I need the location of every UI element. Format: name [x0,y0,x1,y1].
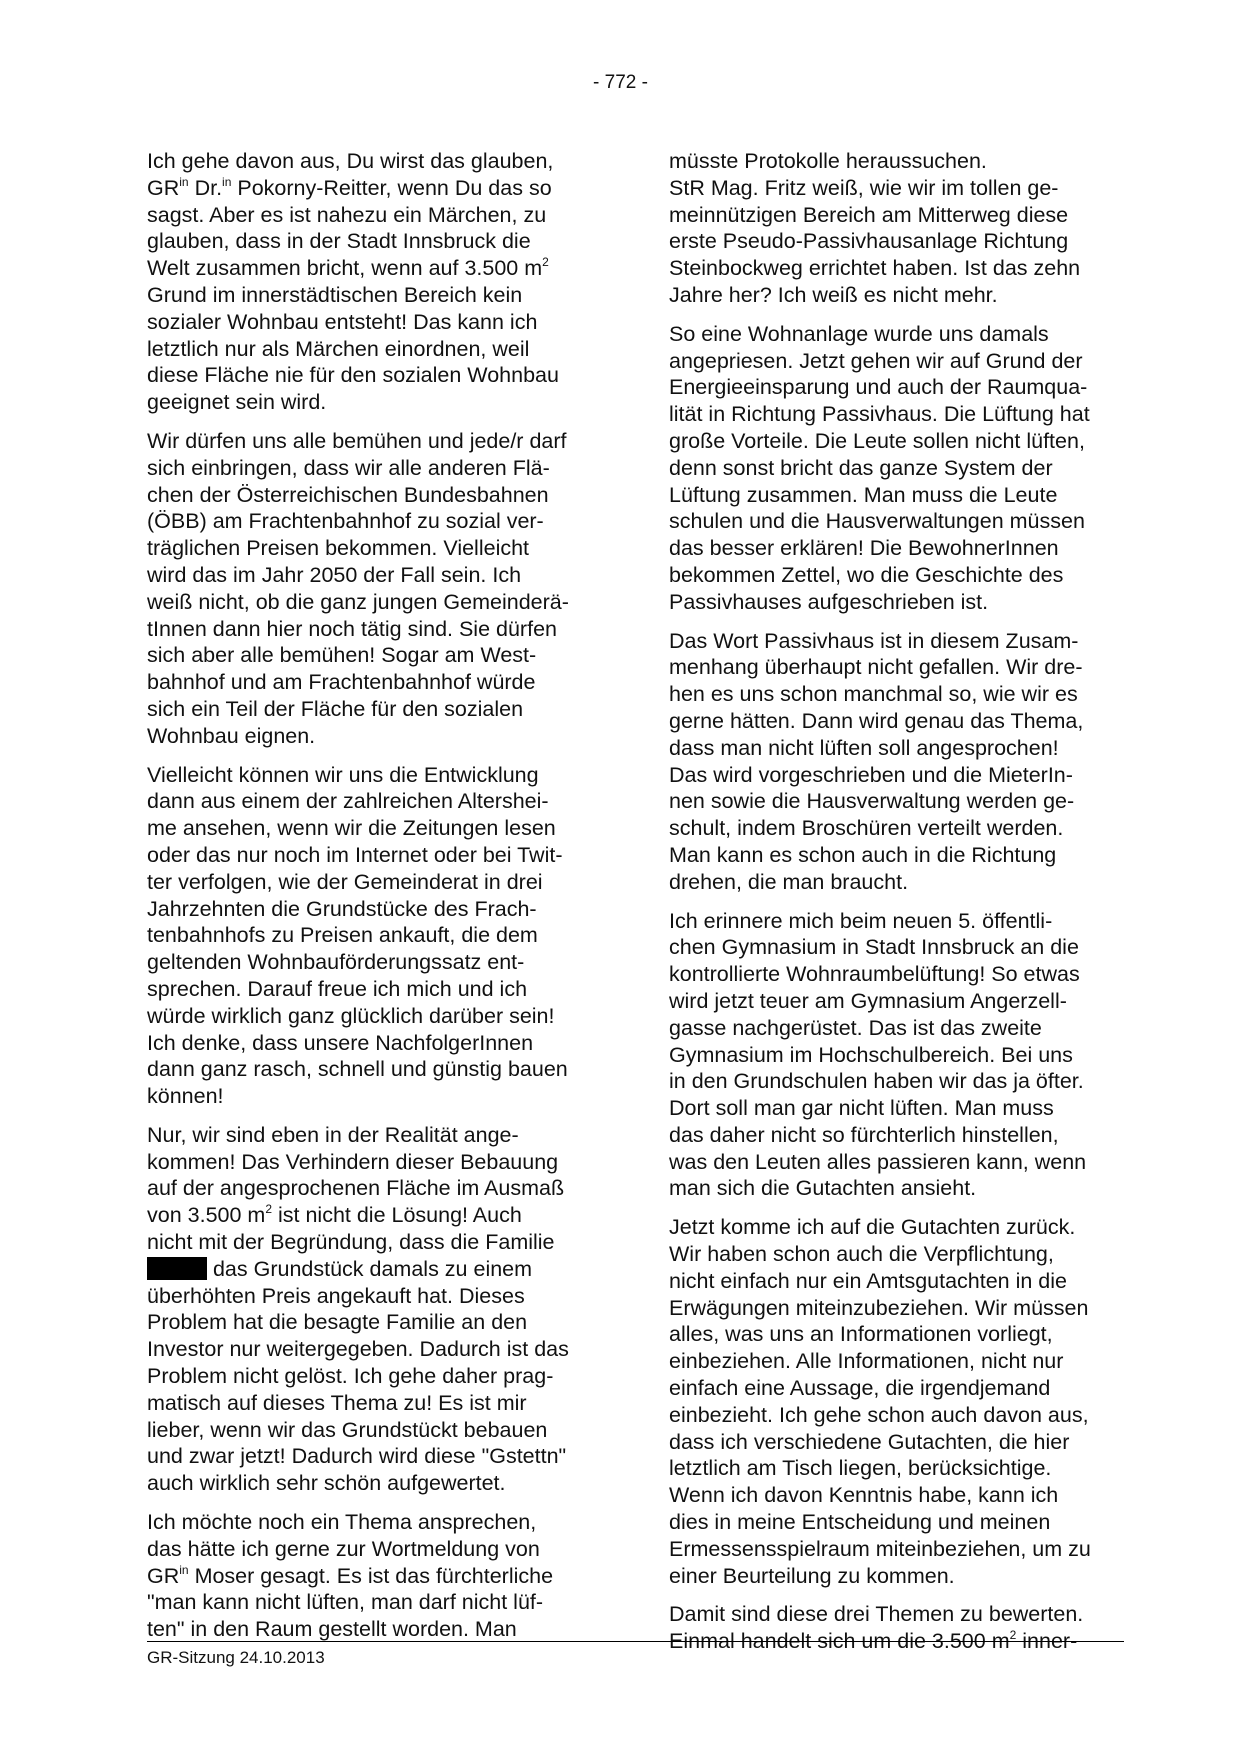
text-line [669,1241,1124,1268]
text-line [669,762,1124,789]
paragraph [669,321,1124,616]
text-line [669,321,1124,348]
text-line [669,788,1124,815]
text-line [147,1030,600,1057]
text-line [669,228,1124,255]
text-run: geeignet sein wird. [147,390,327,415]
text-run: das Grundstück damals zu einem [207,1256,533,1281]
text-run: Passivhauses aufgeschrieben ist. [669,589,989,614]
superscript: 2 [542,255,549,270]
text-run: auf der angesprochenen Fläche im Ausmaß [147,1176,565,1201]
text-run: nen sowie die Hausverwaltung werden ge- [669,789,1075,814]
text-run: (ÖBB) am Frachtenbahnhof zu sozial ver- [147,509,544,534]
text-run: das daher nicht so fürchterlich hinstellen, [669,1122,1059,1147]
text-line [669,562,1124,589]
text-line [669,535,1124,562]
text-run: Investor nur weitergegeben. Dadurch ist das [147,1337,569,1362]
text-run: nicht einfach nur ein Amtsgutachten in die [669,1268,1068,1293]
text-run: Ich gehe davon aus, Du wirst das glauben, [147,149,554,173]
text-run: überhöhten Preis angekauft hat. Dieses [147,1283,525,1308]
text-run: Steinbockweg errichtet haben. Ist das zehn [669,256,1081,281]
text-run: in den Grundschulen haben wir das ja öfter. [669,1069,1084,1094]
text-run: StR Mag. Fritz weiß, wie wir im tollen ge- [669,175,1059,200]
text-line [147,1390,600,1417]
text-line [147,1122,600,1149]
text-line [669,1375,1124,1402]
text-run: sozialer Wohnbau entsteht! Das kann ich [147,309,538,334]
text-line [147,1283,600,1310]
redaction-block [147,1257,207,1280]
paragraph [669,628,1124,896]
text-line [147,336,600,363]
text-line [147,1336,600,1363]
text-run: ten" in den Raum gestellt worden. Man [147,1617,517,1642]
text-run: dann aus einem der zahlreichen Altershei- [147,789,549,814]
text-run: Lüftung zusammen. Man muss die Leute [669,482,1058,507]
text-line [669,842,1124,869]
text-line [669,148,1124,175]
text-run: von 3.500 m [147,1203,266,1228]
text-line [147,1536,600,1563]
text-run: Moser gesagt. Es ist das fürchterliche [188,1563,554,1588]
text-run: diese Fläche nie für den sozialen Wohnbau [147,363,559,388]
text-line [669,1563,1124,1590]
text-run: letztlich nur als Märchen einordnen, weil [147,336,530,361]
text-line [669,374,1124,401]
text-line [669,1348,1124,1375]
text-line [669,1509,1124,1536]
text-line [147,642,600,669]
text-run: tInnen dann hier noch tätig sind. Sie dürfen [147,616,557,641]
text-run: dass man nicht lüften soll angesprochen! [669,735,1059,760]
text-line [147,562,600,589]
text-run: inner- [1016,1629,1078,1654]
text-line [669,815,1124,842]
text-run: Energieeinsparung und auch der Raumqua- [669,375,1088,400]
text-run: Gymnasium im Hochschulbereich. Bei uns [669,1042,1073,1067]
text-run: lieber, wenn wir das Grundstückt bebauen [147,1417,548,1442]
paragraph [669,1214,1124,1589]
text-line [669,1429,1124,1456]
text-run: tenbahnhofs zu Preisen ankauft, die dem [147,923,538,948]
text-line [147,148,600,175]
text-run: Vielleicht können wir uns die Entwicklung [147,762,539,787]
text-run: sich einbringen, dass wir alle anderen Flä- [147,455,550,480]
text-line [147,696,600,723]
text-line [669,1295,1124,1322]
text-line [147,1056,600,1083]
text-line [669,1321,1124,1348]
text-line [669,1455,1124,1482]
text-line [669,869,1124,896]
text-run: Wir haben schon auch die Verpflichtung, [669,1242,1054,1267]
text-line [147,589,600,616]
text-line [147,309,600,336]
text-line [669,428,1124,455]
text-run: "man kann nicht lüften, man darf nicht lüf- [147,1590,544,1615]
text-line [147,362,600,389]
text-run: weiß nicht, ob die ganz jungen Gemeinderä- [147,589,569,614]
text-line [147,508,600,535]
text-run: chen der Österreichischen Bundesbahnen [147,482,549,507]
paragraph [669,908,1124,1203]
text-line [669,175,1124,202]
text-line [669,708,1124,735]
text-run: kommen! Das Verhindern dieser Bebauung [147,1149,559,1174]
text-line [669,1214,1124,1241]
text-line [669,988,1124,1015]
superscript: in [179,1562,189,1577]
text-line [147,255,600,282]
text-line [147,282,600,309]
text-line [147,949,600,976]
text-run: wird das im Jahr 2050 der Fall sein. Ich [147,562,522,587]
text-run: was den Leuten alles passieren kann, wenn [669,1149,1087,1174]
text-run: Problem nicht gelöst. Ich gehe daher prag- [147,1364,554,1389]
text-run: meinnützigen Bereich am Mitterweg diese [669,202,1069,227]
text-run: Ich denke, dass unsere NachfolgerInnen [147,1030,534,1055]
text-run: wird jetzt teuer am Gymnasium Angerzell- [669,988,1067,1013]
text-run: Pokorny-Reitter, wenn Du das so [231,175,552,200]
text-line [147,1003,600,1030]
text-line [147,1309,600,1336]
text-run: gasse nachgerüstet. Das ist das zweite [669,1015,1042,1040]
text-line [147,389,600,416]
text-run: einbeziehen. Alle Informationen, nicht nur [669,1349,1064,1374]
text-line [147,1175,600,1202]
text-run: auch wirklich sehr schön aufgewertet. [147,1471,506,1496]
text-line [147,869,600,896]
text-run: gerne hätten. Dann wird genau das Thema, [669,708,1084,733]
text-line [669,455,1124,482]
text-run: das hätte ich gerne zur Wortmeldung von [147,1536,540,1561]
text-run: Nur, wir sind eben in der Realität ange- [147,1122,519,1147]
text-run: können! [147,1084,224,1109]
left-column [147,148,600,1655]
paragraph [669,148,1124,309]
text-run: einer Beurteilung zu kommen. [669,1563,955,1588]
text-run: Ich erinnere mich beim neuen 5. öffentli- [669,908,1053,933]
text-line [147,455,600,482]
text-run: glauben, dass in der Stadt Innsbruck die [147,229,531,254]
text-line [669,1149,1124,1176]
text-line [147,175,600,202]
text-line [147,842,600,869]
text-line [147,669,600,696]
text-line [669,589,1124,616]
text-run: Damit sind diese drei Themen zu bewerten. [669,1602,1084,1627]
text-run: alles, was uns an Informationen vorliegt, [669,1322,1053,1347]
text-line [147,482,600,509]
text-line [147,1256,600,1283]
text-run: oder das nur noch im Internet oder bei Twit- [147,842,563,867]
footer-session-date: GR-Sitzung 24.10.2013 [147,1648,325,1667]
text-run: Dr. [188,175,223,200]
text-run: dass ich verschiedene Gutachten, die hier [669,1429,1070,1454]
text-line [669,1482,1124,1509]
text-run: dann ganz rasch, schnell und günstig bauen [147,1057,568,1082]
text-run: Das wird vorgeschrieben und die MieterIn- [669,762,1073,787]
text-line [147,1563,600,1590]
text-run: Wohnbau eignen. [147,723,316,748]
text-line [147,1417,600,1444]
text-run: dies in meine Entscheidung und meinen [669,1510,1051,1535]
text-line [669,1536,1124,1563]
text-run: Problem hat die besagte Familie an den [147,1310,528,1335]
text-line [147,1149,600,1176]
text-line [147,815,600,842]
text-line [669,508,1124,535]
text-run: geltenden Wohnbauförderungssatz ent- [147,950,525,975]
text-run: sich ein Teil der Fläche für den sozialen [147,696,524,721]
text-line [669,654,1124,681]
text-run: letztlich am Tisch liegen, berücksichtige. [669,1456,1052,1481]
text-run: würde wirklich ganz glücklich darüber sein! [147,1003,555,1028]
text-line [147,228,600,255]
text-run: drehen, die man braucht. [669,869,909,894]
text-run: menhang überhaupt nicht gefallen. Wir dre- [669,655,1083,680]
page-number: - 772 - [593,72,648,93]
text-run: GR [147,175,180,200]
text-line [669,202,1124,229]
text-run: man sich die Gutachten ansieht. [669,1176,977,1201]
text-line [147,535,600,562]
text-line [669,735,1124,762]
paragraph [147,148,600,416]
text-run: einbezieht. Ich gehe schon auch davon aus, [669,1402,1089,1427]
text-run: Wenn ich davon Kenntnis habe, kann ich [669,1483,1059,1508]
text-line [669,1068,1124,1095]
text-run: sprechen. Darauf freue ich mich und ich [147,976,528,1001]
paragraph [669,1601,1124,1655]
paragraph [147,1122,600,1497]
superscript: in [222,174,232,189]
text-run: einfach eine Aussage, die irgendjemand [669,1376,1051,1401]
text-run: ist nicht die Lösung! Auch [272,1203,522,1228]
text-line [147,1509,600,1536]
text-run: Das Wort Passivhaus ist in diesem Zusam- [669,628,1079,653]
text-run: Jahrzehnten die Grundstücke des Frach- [147,896,537,921]
text-run: kontrollierte Wohnraumbelüftung! So etwas [669,962,1080,987]
text-run: müsste Protokolle heraussuchen. [669,149,987,173]
text-run: GR [147,1563,180,1588]
text-line [669,1095,1124,1122]
text-line [147,1083,600,1110]
text-run: Einmal handelt sich um die 3.500 m [669,1629,1010,1654]
text-line [147,1616,600,1643]
text-run: matisch auf dieses Thema zu! Es ist mir [147,1390,527,1415]
text-line [147,428,600,455]
text-run: hen es uns schon manchmal so, wie wir es [669,682,1078,707]
text-run: lität in Richtung Passivhaus. Die Lüftung hat [669,402,1090,427]
text-run: sagst. Aber es ist nahezu ein Märchen, zu [147,202,547,227]
superscript: 2 [1009,1628,1017,1643]
text-line [147,1229,600,1256]
text-run: Grund im innerstädtischen Bereich kein [147,282,523,307]
text-line [669,1042,1124,1069]
text-run: me ansehen, wenn wir die Zeitungen lesen [147,816,556,841]
text-run: Wir dürfen uns alle bemühen und jede/r darf [147,428,567,453]
text-run: chen Gymnasium in Stadt Innsbruck an die [669,935,1079,960]
superscript: in [179,174,189,189]
text-line [147,1589,600,1616]
text-run: nicht mit der Begründung, dass die Familie [147,1230,555,1255]
text-line [669,401,1124,428]
text-line [147,1470,600,1497]
text-line [669,1122,1124,1149]
text-line [669,255,1124,282]
text-line [147,762,600,789]
text-line [669,1175,1124,1202]
text-run: große Vorteile. Die Leute sollen nicht lüften, [669,428,1085,453]
text-run: Welt zusammen bricht, wenn auf 3.500 m [147,256,543,281]
text-run: Ich möchte noch ein Thema ansprechen, [147,1510,537,1535]
paragraph [147,428,600,750]
text-line [147,788,600,815]
text-run: erste Pseudo-Passivhausanlage Richtung [669,229,1069,254]
text-run: So eine Wohnanlage wurde uns damals [669,321,1049,346]
text-line [147,1202,600,1229]
footer-divider [147,1641,1124,1642]
text-run: bahnhof und am Frachtenbahnhof würde [147,670,536,695]
paragraph [147,762,600,1110]
text-line [147,1363,600,1390]
text-run: schult, indem Broschüren verteilt werden. [669,816,1064,841]
text-line [669,1601,1124,1628]
text-line [147,922,600,949]
text-line [669,282,1124,309]
text-line [669,1268,1124,1295]
text-run: Erwägungen miteinzubeziehen. Wir müssen [669,1295,1089,1320]
text-run: ter verfolgen, wie der Gemeinderat in drei [147,869,543,894]
text-run: Man kann es schon auch in die Richtung [669,842,1057,867]
text-run: das besser erklären! Die BewohnerInnen [669,536,1059,561]
right-column [669,148,1124,1667]
text-line [147,976,600,1003]
text-line [669,628,1124,655]
text-run: denn sonst bricht das ganze System der [669,455,1053,480]
text-line [669,681,1124,708]
text-line [669,908,1124,935]
text-run: bekommen Zettel, wo die Geschichte des [669,562,1064,587]
text-run: sich aber alle bemühen! Sogar am West- [147,643,537,668]
text-run: und zwar jetzt! Dadurch wird diese "Gstettn" [147,1444,567,1469]
superscript: 2 [265,1202,273,1217]
text-line [669,961,1124,988]
text-run: Jetzt komme ich auf die Gutachten zurück. [669,1215,1076,1240]
paragraph [147,1509,600,1643]
text-line [147,723,600,750]
text-line [669,1402,1124,1429]
text-run: Dort soll man gar nicht lüften. Man muss [669,1096,1054,1121]
text-line [147,202,600,229]
text-line [147,1443,600,1470]
text-run: schulen und die Hausverwaltungen müssen [669,509,1085,534]
text-line [147,616,600,643]
text-line [669,934,1124,961]
text-line [147,896,600,923]
text-run: Ermessensspielraum miteinbeziehen, um zu [669,1536,1091,1561]
text-run: Jahre her? Ich weiß es nicht mehr. [669,282,998,307]
text-line [669,348,1124,375]
text-line [669,1015,1124,1042]
text-run: angepriesen. Jetzt gehen wir auf Grund der [669,348,1083,373]
text-line [669,482,1124,509]
text-run: träglichen Preisen bekommen. Vielleicht [147,536,530,561]
